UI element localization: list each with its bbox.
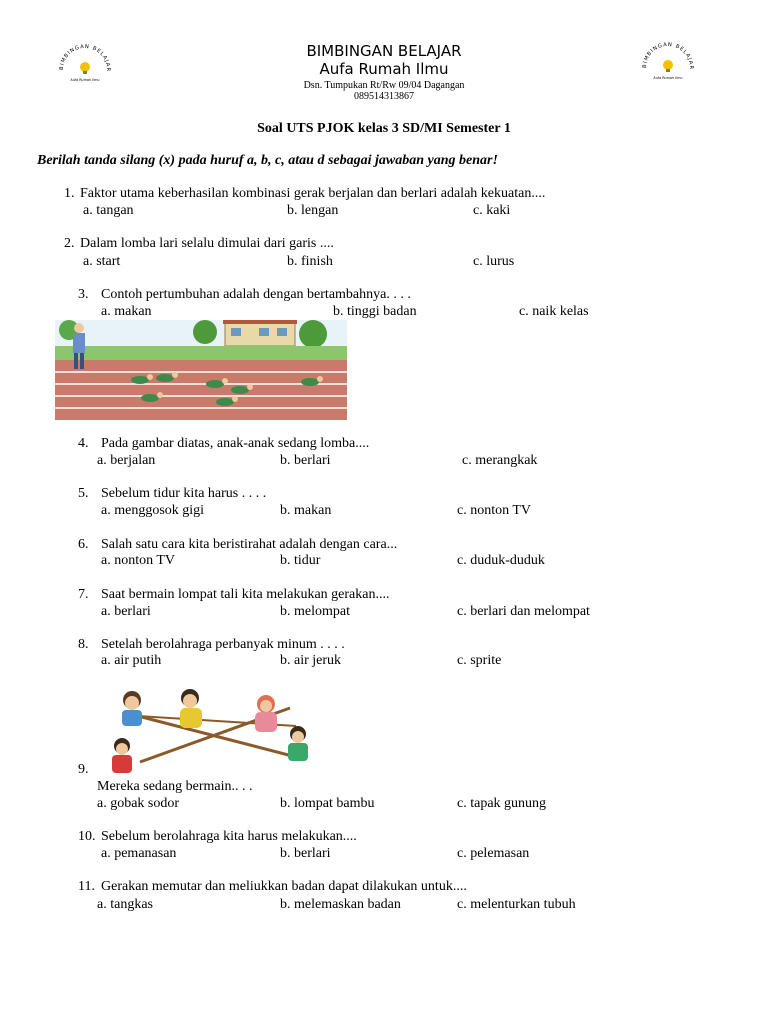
option-c[interactable]: c. melenturkan tubuh xyxy=(457,897,576,912)
option-a[interactable]: a. tangan xyxy=(83,203,134,218)
option-b[interactable]: b. lengan xyxy=(287,203,339,218)
option-a[interactable]: a. tangkas xyxy=(97,897,153,912)
option-c[interactable]: c. naik kelas xyxy=(519,304,589,319)
logo-caption: Aufa Rumah Ilmu xyxy=(70,78,100,82)
crawling-race-picture xyxy=(55,320,347,420)
question-text: Contoh pertumbuhan adalah dengan bertambahnya. . . . xyxy=(101,287,411,302)
question-number: 5. xyxy=(78,486,89,501)
option-a[interactable]: a. berjalan xyxy=(97,453,156,468)
header-title: BIMBINGAN BELAJAR xyxy=(306,42,462,60)
question-text: Mereka sedang bermain.. . . xyxy=(97,779,253,794)
question-number: 6. xyxy=(78,537,89,552)
option-b[interactable]: b. melompat xyxy=(280,604,350,619)
logo-arc-text: BIMBINGAN BELAJAR xyxy=(641,42,695,71)
question-text: Gerakan memutar dan meliukkan badan dapat dilakukan untuk.... xyxy=(101,879,467,894)
question-text: Setelah berolahraga perbanyak minum . . . . xyxy=(101,637,345,652)
header-subtitle: Aufa Rumah Ilmu xyxy=(319,60,449,78)
question-number: 9. xyxy=(78,762,89,777)
option-b[interactable]: b. makan xyxy=(280,503,332,518)
option-b[interactable]: b. tinggi badan xyxy=(333,304,417,319)
option-a[interactable]: a. gobak sodor xyxy=(97,796,180,811)
option-c[interactable]: c. pelemasan xyxy=(457,846,530,861)
option-a[interactable]: a. makan xyxy=(101,304,152,319)
question-number: 2. xyxy=(64,236,75,251)
question-text: Sebelum tidur kita harus . . . . xyxy=(101,486,267,501)
option-a[interactable]: a. menggosok gigi xyxy=(101,503,205,518)
question-number: 8. xyxy=(78,637,89,652)
option-c[interactable]: c. lurus xyxy=(473,254,515,269)
question-number: 11. xyxy=(78,879,95,894)
question-number: 3. xyxy=(78,287,89,302)
exam-instruction: Berilah tanda silang (x) pada huruf a, b, c, atau d sebagai jawaban yang benar! xyxy=(37,153,498,168)
option-b[interactable]: b. lompat bambu xyxy=(280,796,375,811)
question-text: Faktor utama keberhasilan kombinasi gerak berjalan dan berlari adalah kekuatan.... xyxy=(80,186,546,201)
question-number: 1. xyxy=(64,186,75,201)
option-b[interactable]: b. berlari xyxy=(280,453,331,468)
logo-caption: Aufa Rumah Ilmu xyxy=(653,76,683,80)
option-b[interactable]: b. tidur xyxy=(280,553,321,568)
option-a[interactable]: a. nonton TV xyxy=(101,553,176,568)
exam-title: Soal UTS PJOK kelas 3 SD/MI Semester 1 xyxy=(257,121,511,136)
option-c[interactable]: c. duduk-duduk xyxy=(457,553,545,568)
header-address: Dsn. Tumpukan Rt/Rw 09/04 Dagangan xyxy=(303,80,465,91)
option-c[interactable]: c. berlari dan melompat xyxy=(457,604,590,619)
option-c[interactable]: c. nonton TV xyxy=(457,503,532,518)
option-c[interactable]: c. sprite xyxy=(457,653,502,668)
header-phone: 089514313867 xyxy=(354,91,414,102)
question-text: Sebelum berolahraga kita harus melakukan.... xyxy=(101,829,357,844)
option-a[interactable]: a. start xyxy=(83,254,121,269)
option-c[interactable]: c. kaki xyxy=(473,203,511,218)
option-b[interactable]: b. melemaskan badan xyxy=(280,897,401,912)
question-text: Salah satu cara kita beristirahat adalah dengan cara... xyxy=(101,537,398,552)
logo-arc-text: BIMBINGAN BELAJAR xyxy=(58,44,112,73)
option-a[interactable]: a. air putih xyxy=(101,653,162,668)
question-text: Dalam lomba lari selalu dimulai dari garis .... xyxy=(80,236,334,251)
option-c[interactable]: c. merangkak xyxy=(462,453,538,468)
question-number: 4. xyxy=(78,436,89,451)
question-number: 10. xyxy=(78,829,96,844)
question-text: Saat bermain lompat tali kita melakukan gerakan.... xyxy=(101,587,390,602)
option-a[interactable]: a. berlari xyxy=(101,604,151,619)
option-a[interactable]: a. pemanasan xyxy=(101,846,177,861)
question-text: Pada gambar diatas, anak-anak sedang lomba.... xyxy=(101,436,370,451)
option-b[interactable]: b. air jeruk xyxy=(280,653,342,668)
option-b[interactable]: b. finish xyxy=(287,254,333,269)
bamboo-game-picture xyxy=(100,686,322,776)
question-number: 7. xyxy=(78,587,89,602)
option-c[interactable]: c. tapak gunung xyxy=(457,796,547,811)
option-b[interactable]: b. berlari xyxy=(280,846,331,861)
